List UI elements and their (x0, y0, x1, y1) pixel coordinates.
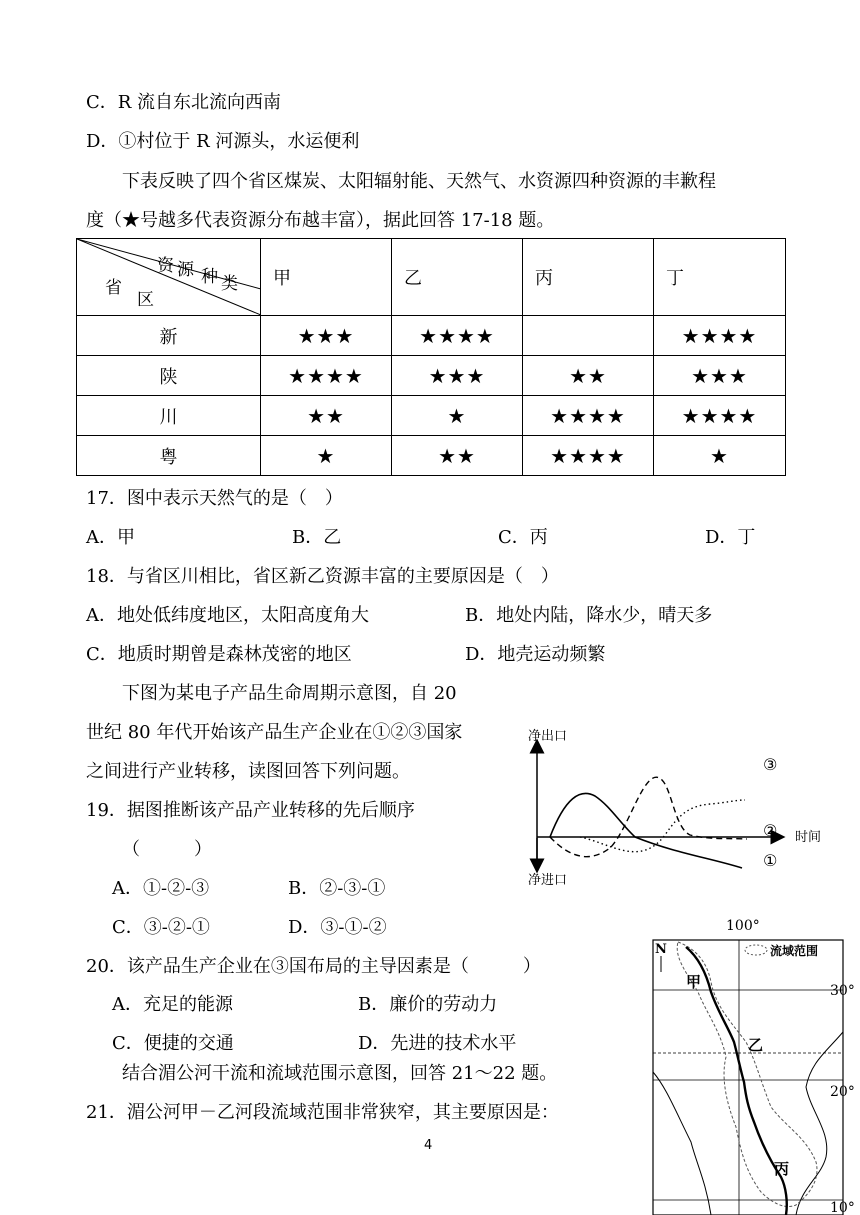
option-d-previous: D．①村位于 R 河源头，水运便利 (86, 131, 360, 152)
table-row (77, 396, 786, 436)
star-rating: ★★★ (392, 356, 523, 396)
star-rating: ★ (654, 436, 786, 476)
star-rating: ★ (392, 396, 523, 436)
column-header-yi: 乙 (392, 239, 523, 316)
q17-option-c: C．丙 (498, 527, 548, 548)
table-row (77, 356, 786, 396)
star-rating: ★★★ (261, 316, 392, 356)
header-resource-char-2: 源 (177, 260, 194, 280)
curve-label-2: ② (763, 821, 778, 840)
lat-label-20: 20° (830, 1084, 855, 1100)
star-rating: ★★★★ (392, 316, 523, 356)
curve-label-3: ③ (763, 755, 778, 774)
x-label-time: 时间 (795, 830, 822, 845)
curve-1 (550, 793, 742, 868)
option-c-previous: C．R 流自东北流向西南 (86, 92, 282, 113)
province-cell: 新 (77, 316, 261, 356)
question-18-stem: 18．与省区川相比，省区新乙资源丰富的主要原因是（ ） (86, 566, 559, 587)
q19-option-a: A．①-②-③ (112, 878, 210, 899)
header-province-char-2: 区 (137, 290, 154, 310)
province-cell: 陕 (77, 356, 261, 396)
north-label: N (655, 942, 667, 957)
place-bing: 丙 (774, 1160, 790, 1178)
star-rating: ★★ (392, 436, 523, 476)
q18-option-c: C．地质时期曾是森林茂密的地区 (86, 644, 352, 665)
legend-label: 流域范围 (770, 944, 819, 958)
lifecycle-figure (510, 718, 840, 893)
table-row (77, 436, 786, 476)
y-label-net-export: 净出口 (528, 729, 568, 744)
star-rating: ★★ (261, 396, 392, 436)
place-yi: 乙 (748, 1036, 764, 1054)
curve-label-1: ① (763, 851, 778, 870)
q18-option-b: B．地处内陆，降水少，晴天多 (465, 605, 713, 626)
question-19-stem: 19．据图推断该产品产业转移的先后顺序 (86, 800, 415, 821)
header-resource-char-1: 资 (157, 256, 174, 276)
resource-table (76, 238, 786, 476)
q20-option-d: D．先进的技术水平 (358, 1033, 517, 1054)
lat-label-10: 10° (830, 1200, 855, 1215)
q20-option-c: C．便捷的交通 (112, 1033, 234, 1054)
map-frame (653, 940, 843, 1215)
curve-3 (580, 800, 745, 852)
star-rating: ★★★★ (654, 316, 786, 356)
star-rating (523, 316, 654, 356)
q17-option-a: A．甲 (86, 527, 135, 548)
star-rating: ★ (261, 436, 392, 476)
star-rating: ★★★★ (523, 436, 654, 476)
mekong-map (636, 912, 860, 1215)
q17-option-b: B．乙 (292, 527, 342, 548)
intro-19-line3: 之间进行产业转移，读图回答下列问题。 (86, 761, 410, 782)
column-header-jia: 甲 (261, 239, 392, 316)
province-cell: 粤 (77, 436, 261, 476)
intro-table-line1: 下表反映了四个省区煤炭、太阳辐射能、天然气、水资源四种资源的丰歉程 (122, 171, 716, 192)
column-header-ding: 丁 (654, 239, 786, 316)
header-resource-char-4: 类 (221, 274, 238, 294)
star-rating: ★★★★ (523, 396, 654, 436)
intro-21: 结合湄公河干流和流域范围示意图，回答 21～22 题。 (122, 1063, 558, 1084)
q20-option-a: A．充足的能源 (112, 994, 233, 1015)
question-17-stem: 17．图中表示天然气的是（ ） (86, 488, 343, 509)
table-row (77, 316, 786, 356)
curve-2 (550, 777, 747, 856)
q19-option-b: B．②-③-① (288, 878, 386, 899)
page-number: 4 (424, 1138, 433, 1153)
question-20-stem: 20．该产品生产企业在③国布局的主导因素是（ ） (86, 956, 541, 977)
q17-option-d: D．丁 (705, 527, 756, 548)
header-resource-char-3: 种 (201, 267, 218, 287)
q19-answer-paren: （ ） (122, 839, 212, 860)
q19-option-d: D．③-①-② (288, 917, 387, 938)
header-province-char-1: 省 (105, 278, 122, 298)
intro-table-line2: 度（★号越多代表资源分布越丰富），据此回答 17-18 题。 (86, 210, 555, 231)
question-21-stem: 21．湄公河甲－乙河段流域范围非常狭窄，其主要原因是： (86, 1102, 559, 1123)
diagonal-header-cell (77, 239, 261, 316)
q19-option-c: C．③-②-① (112, 917, 210, 938)
intro-19-line1: 下图为某电子产品生命周期示意图，自 20 (122, 683, 457, 704)
star-rating: ★★★ (654, 356, 786, 396)
y-label-net-import: 净进口 (528, 873, 568, 888)
q20-option-b: B．廉价的劳动力 (358, 994, 498, 1015)
column-header-bing: 丙 (523, 239, 654, 316)
star-rating: ★★★★ (654, 396, 786, 436)
place-jia: 甲 (686, 973, 702, 991)
lon-label-100: 100° (726, 918, 760, 934)
lat-label-30: 30° (830, 983, 855, 999)
q18-option-d: D．地壳运动频繁 (465, 644, 606, 665)
province-cell: 川 (77, 396, 261, 436)
star-rating: ★★★★ (261, 356, 392, 396)
q18-option-a: A．地处低纬度地区，太阳高度角大 (86, 605, 369, 626)
star-rating: ★★ (523, 356, 654, 396)
intro-19-line2: 世纪 80 年代开始该产品生产企业在①②③国家 (86, 722, 463, 743)
